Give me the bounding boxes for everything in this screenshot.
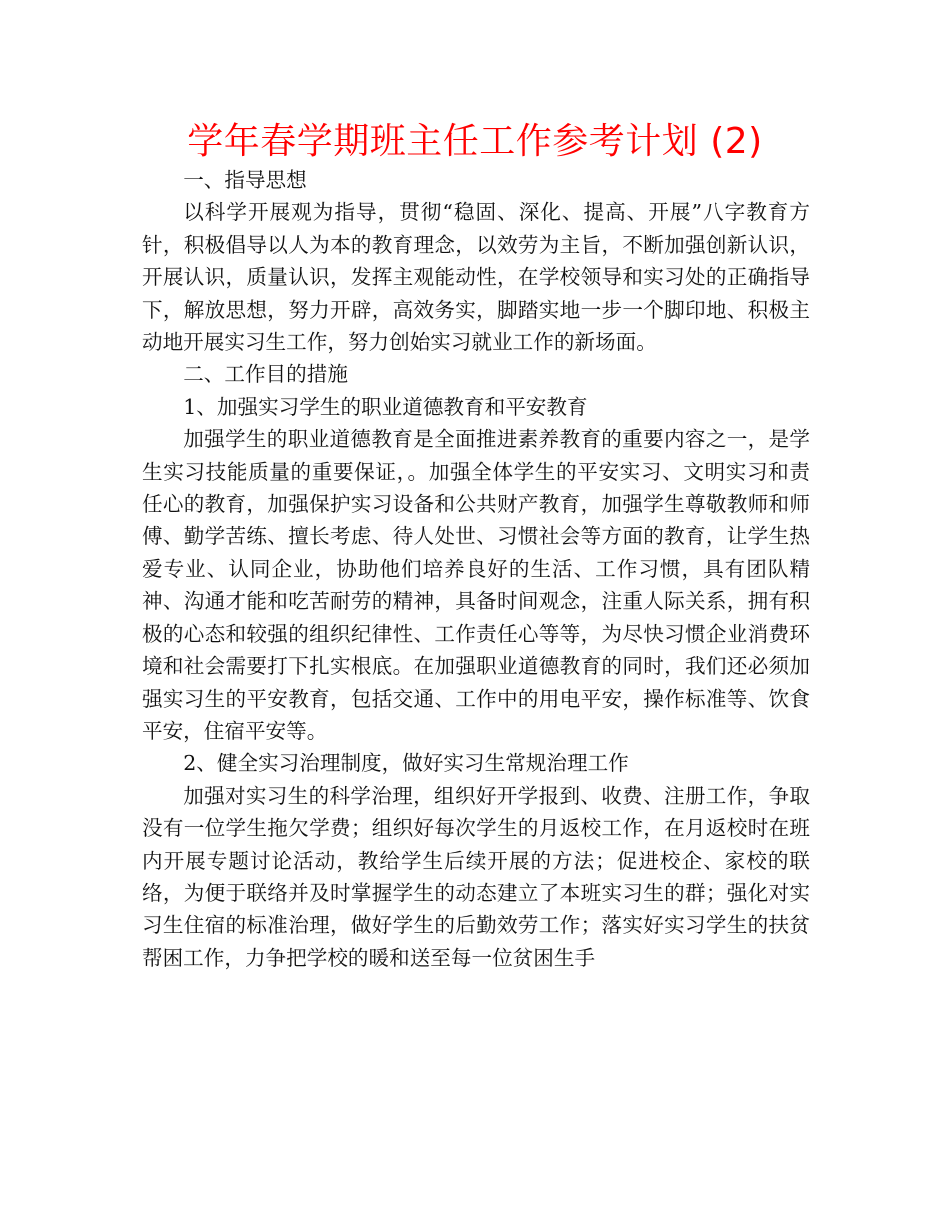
subheading-ethics-safety: 1、加强实习学生的职业道德教育和平安教育: [183, 394, 588, 419]
paragraph-guiding-ideology: 以科学开展观为指导，贯彻“稳固、深化、提高、开展”八字教育方针，积极倡导以人为本的教育理念，以效劳为主旨，不断加强创新认识，开展认识，质量认识，发挥主观能动性，在学校领导和实习处的正确指导下，解放思想，努力开辟，高效务实，脚踏实地一步一个脚印地、积极主动地开展实习生工作，努力创始实习就业工作的新场面。: [142, 200, 810, 355]
paragraph-management-system: 加强对实习生的科学治理，组织好开学报到、收费、注册工作，争取没有一位学生拖欠学费；组织好每次学生的月返校工作，在月返校时在班内开展专题讨论活动，教给学生后续开展的方法；促进校企、家校的联络，为便于联络并及时掌握学生的动态建立了本班实习生的群；强化对实习生住宿的标准治理，做好学生的后勤效劳工作；落实好实习学生的扶贫帮困工作，力争把学校的暖和送至每一位贫困生手: [142, 783, 810, 970]
paragraph-ethics-safety: 加强学生的职业道德教育是全面推进素养教育的重要内容之一，是学生实习技能质量的重要保证，。加强全体学生的平安实习、文明实习和责任心的教育，加强保护实习设备和公共财产教育，加强学生尊敬教师和师傅、勤学苦练、擅长考虑、待人处世、习惯社会等方面的教育，让学生热爱专业、认同企业，协助他们培养良好的生活、工作习惯，具有团队精神、沟通才能和吃苦耐劳的精神，具备时间观念，注重人际关系，拥有积极的心态和较强的组织纪律性、工作责任心等等，为尽快习惯企业消费环境和社会需要打下扎实根底。在加强职业道德教育的同时，我们还必须加强实习生的平安教育，包括交通、工作中的用电平安，操作标准等、饮食平安，住宿平安等。: [142, 427, 810, 743]
section-heading-goals-measures: 二、工作目的措施: [183, 362, 348, 387]
document-body: [142, 164, 810, 974]
section-heading-guiding-ideology: 一、指导思想: [183, 168, 307, 192]
page-title: 学年春学期班主任工作参考计划 (2): [187, 121, 763, 162]
subheading-management-system: 2、健全实习治理制度，做好实习生常规治理工作: [183, 751, 629, 776]
